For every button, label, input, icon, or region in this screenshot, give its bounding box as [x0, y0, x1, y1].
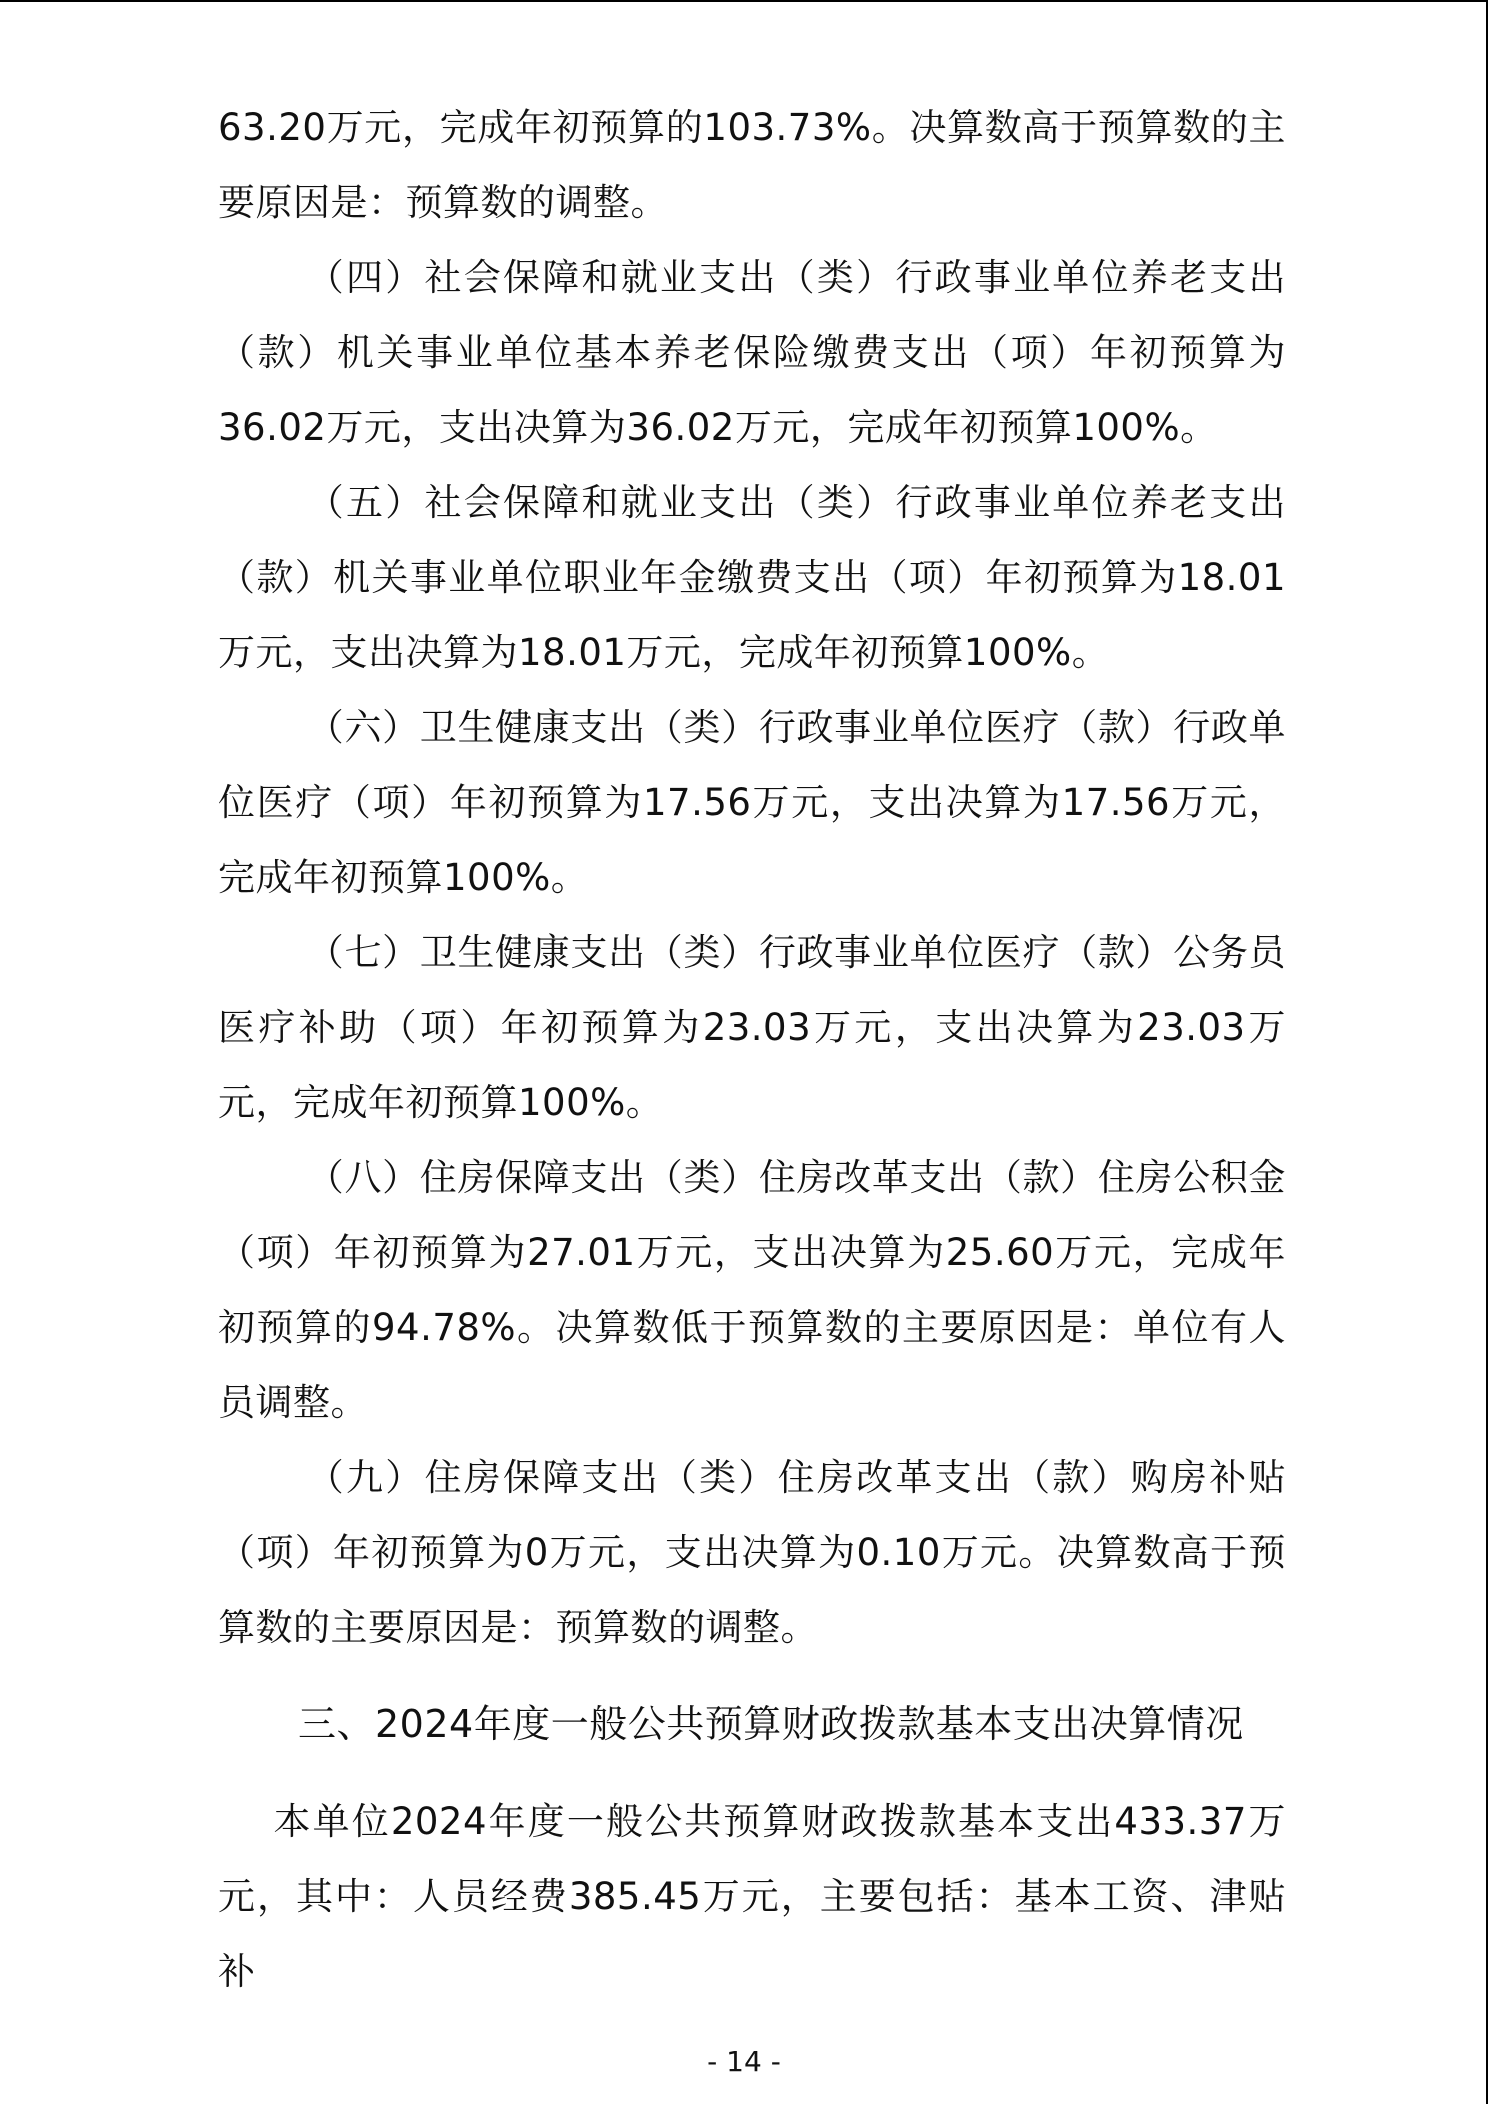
- section-heading: 三、2024年度一般公共预算财政拨款基本支出决算情况: [298, 1702, 1244, 1746]
- page-number: - 14 -: [707, 2045, 781, 2078]
- paragraph-item-4: （四）社会保障和就业支出（类）行政事业单位养老支出（款）机关事业单位基本养老保险缴费支出（项）年初预算为36.02万元，支出决算为36.02万元，完成年初预算100%。: [218, 256, 1286, 449]
- document-body: [218, 90, 1286, 2009]
- paragraph-item-6: （六）卫生健康支出（类）行政事业单位医疗（款）行政单位医疗（项）年初预算为17.56万元，支出决算为17.56万元，完成年初预算100%。: [218, 706, 1286, 899]
- page-top-border: [0, 0, 1488, 2]
- paragraph-basic-expenditure: 本单位2024年度一般公共预算财政拨款基本支出433.37万元，其中：人员经费385.45万元，主要包括：基本工资、津贴补: [218, 1800, 1286, 1993]
- paragraph-item-5: （五）社会保障和就业支出（类）行政事业单位养老支出（款）机关事业单位职业年金缴费支出（项）年初预算为18.01万元，支出决算为18.01万元，完成年初预算100%。: [218, 481, 1286, 674]
- paragraph-item-7: （七）卫生健康支出（类）行政事业单位医疗（款）公务员医疗补助（项）年初预算为23.03万元，支出决算为23.03万元，完成年初预算100%。: [218, 931, 1286, 1124]
- paragraph-item-8: （八）住房保障支出（类）住房改革支出（款）住房公积金（项）年初预算为27.01万元，支出决算为25.60万元，完成年初预算的94.78%。决算数低于预算数的主要原因是：单位有人员调整。: [218, 1156, 1286, 1424]
- paragraph-continuation: 63.20万元，完成年初预算的103.73%。决算数高于预算数的主要原因是：预算数的调整。: [218, 106, 1286, 224]
- paragraph-item-9: （九）住房保障支出（类）住房改革支出（款）购房补贴（项）年初预算为0万元，支出决算为0.10万元。决算数高于预算数的主要原因是：预算数的调整。: [218, 1456, 1286, 1649]
